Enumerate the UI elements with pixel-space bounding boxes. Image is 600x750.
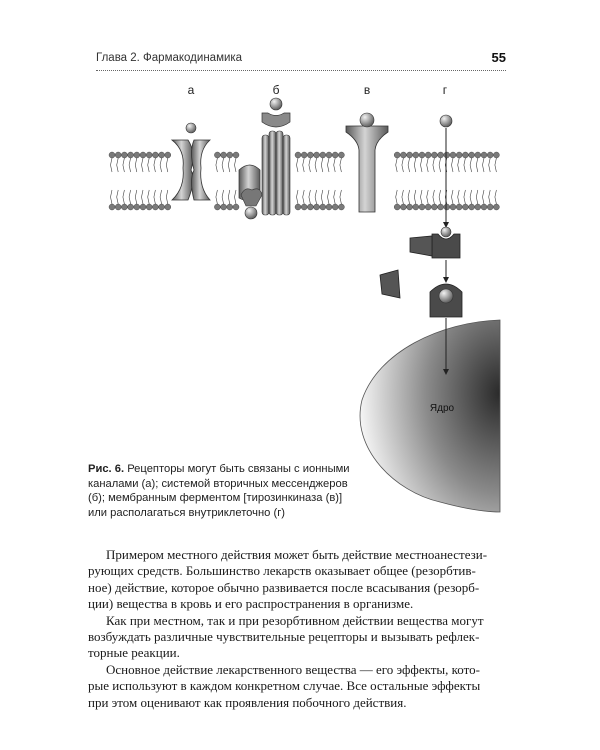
lipid-head [481,204,487,210]
lipid-head [425,152,431,158]
label-g: г [442,83,448,97]
paragraph-line: рые используют в каждом конкретном случае. Все остальные эффекты [88,678,481,694]
lipid-head [320,152,326,158]
cell-membrane [108,152,500,210]
lipid-head [438,152,444,158]
lipid-head [214,152,220,158]
page-number: 55 [491,50,506,65]
lipid-head [481,152,487,158]
lipid-head [134,152,140,158]
lipid-head [469,204,475,210]
paragraph-line: при этом оценивают как проявления побочного действия. [88,694,407,710]
lipid-head [115,152,121,158]
lipid-head [314,152,320,158]
lipid-head [400,152,406,158]
lipid-head [456,204,462,210]
lipid-head [115,204,121,210]
lipid-head [444,152,450,158]
lipid-head [295,204,301,210]
lipid-head [450,204,456,210]
body-text [88,547,512,711]
lipid-head [493,152,499,158]
lipid-head [121,204,127,210]
lipid-head [419,152,425,158]
lipid-head [227,204,233,210]
nucleus [360,320,500,512]
lipid-head [438,204,444,210]
lipid-head [159,204,165,210]
lipid-head [462,152,468,158]
lipid-head [425,204,431,210]
lipid-head [165,152,171,158]
caption-line: (б); мембранным ферментом [тирозинкиназа (в)] [88,492,343,505]
lipid-head [394,152,400,158]
lipid-head [487,152,493,158]
ligand-b [270,98,282,110]
lipid-head [152,204,158,210]
lipid-head [121,152,127,158]
lipid-head [475,204,481,210]
lipid-head [227,152,233,158]
lipid-head [338,152,344,158]
lipid-head [109,204,115,210]
label-a: а [187,83,195,97]
caption-line: или располагаться внутриклеточно (г) [88,506,286,519]
lipid-head [146,204,152,210]
lipid-head [413,204,419,210]
lipid-head [146,152,152,158]
lipid-head [332,152,338,158]
chapter-title: Глава 2. Фармакодинамика [96,52,243,64]
lipid-head [469,152,475,158]
paragraph-line: ции) вещества в кровь и его распространения в организме. [88,596,414,612]
lipid-head [159,152,165,158]
lipid-head [233,204,239,210]
lipid-head [326,204,332,210]
paragraph-line: торные реакции. [88,645,180,661]
lipid-head [221,152,227,158]
caption-line: каналами (а); системой вторичных мессенджеров [88,477,348,490]
lipid-head [407,204,413,210]
label-b: б [272,83,280,97]
lipid-head [326,152,332,158]
lipid-head [431,204,437,210]
lipid-head [462,204,468,210]
lipid-head [444,204,450,210]
lipid-head [456,152,462,158]
figure-caption [88,462,358,520]
ligand-g [440,115,452,127]
lipid-head [413,152,419,158]
lipid-head [338,204,344,210]
lipid-head [407,152,413,158]
lipid-head [320,204,326,210]
lipid-head [394,204,400,210]
lipid-head [307,204,313,210]
lipid-head [431,152,437,158]
lipid-head [140,152,146,158]
paragraph-line: Как при местном, так и при резорбтивном действии вещества могут [106,612,484,628]
lipid-head [450,152,456,158]
lipid-head [307,152,313,158]
lipid-head [487,204,493,210]
lipid-head [128,204,134,210]
ligand-a [186,123,196,133]
paragraph-line: Примером местного действия может быть действие местноанестези- [106,547,488,562]
paragraph-line: рующих средств. Большинство лекарств оказывает общее (резорбтив- [88,563,476,579]
lipid-head [475,152,481,158]
lipid-head [295,152,301,158]
lipid-head [128,152,134,158]
nucleus-label: Ядро [429,403,455,414]
lipid-head [419,204,425,210]
lipid-head [165,204,171,210]
paragraph-line: возбуждать различные чувствительные рецепторы и вызывать рефлек- [88,629,480,645]
caption-label: Рис. 6. [88,463,125,475]
lipid-head [493,204,499,210]
lipid-head [109,152,115,158]
lipid-head [400,204,406,210]
lipid-head [134,204,140,210]
paragraph-line: Основное действие лекарственного вещества — его эффекты, кото- [106,661,480,677]
lipid-head [301,204,307,210]
lipid-head [301,152,307,158]
ligand-v [360,113,374,127]
lipid-head [314,204,320,210]
lipid-head [140,204,146,210]
lipid-head [233,152,239,158]
lipid-head [152,152,158,158]
caption-line: Рецепторы могут быть связаны с ионными [124,463,350,475]
lipid-head [214,204,220,210]
label-v: в [363,83,371,97]
lipid-head [332,204,338,210]
paragraph-line: ное) действие, которое обычно развивается после всасывания (резорб- [88,579,480,595]
lipid-head [221,204,227,210]
